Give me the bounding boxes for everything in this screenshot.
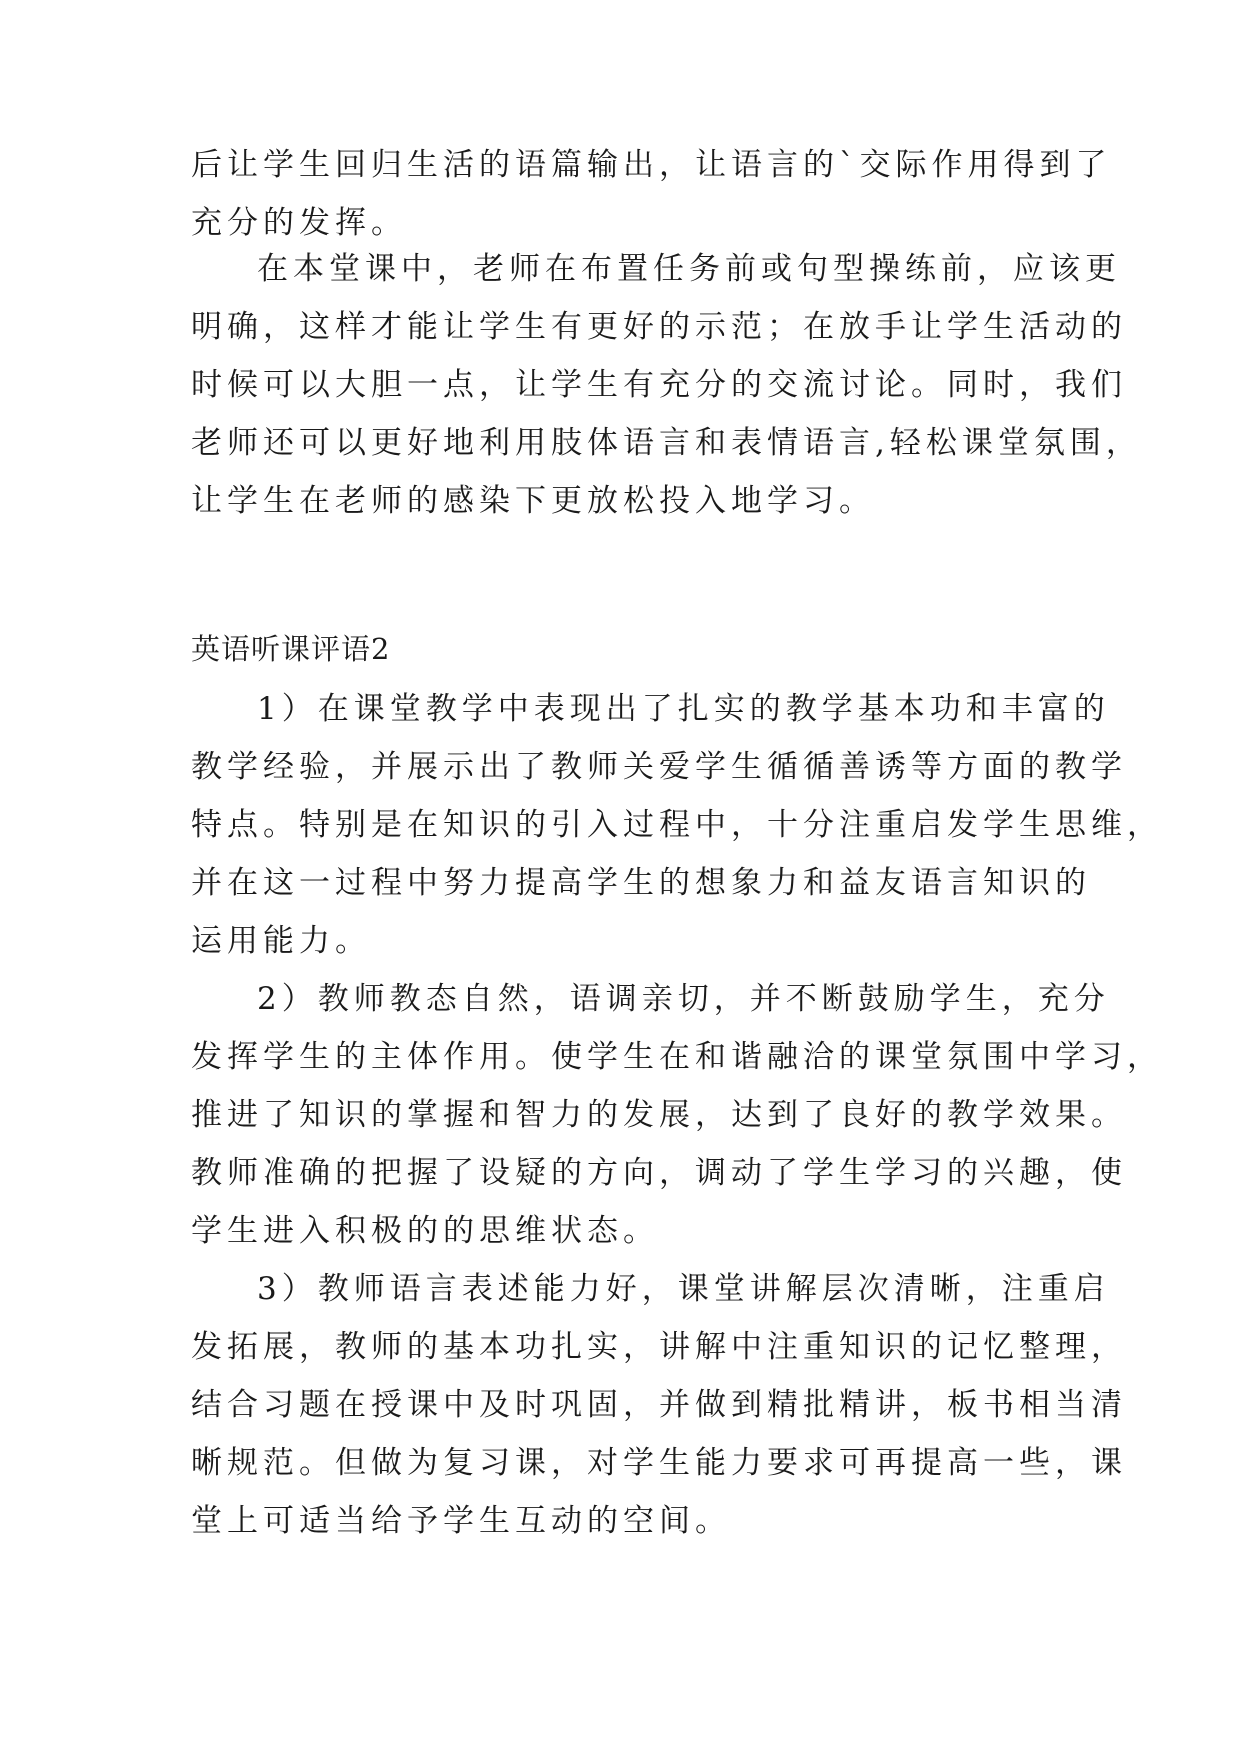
text-line: 堂上可适当给予学生互动的空间。 xyxy=(191,1503,731,1539)
text-line: 推进了知识的掌握和智力的发展，达到了良好的教学效果。 xyxy=(191,1097,1127,1133)
text-line: 明确，这样才能让学生有更好的示范；在放手让学生活动的 xyxy=(191,309,1127,345)
paragraph-continuation xyxy=(191,136,1112,252)
text-line: 运用能力。 xyxy=(191,923,371,959)
text-line: 教师准确的把握了设疑的方向，调动了学生学习的兴趣，使 xyxy=(191,1155,1127,1191)
text-line: 教学经验，并展示出了教师关爱学生循循善诱等方面的教学 xyxy=(191,749,1127,785)
text-line: 结合习题在授课中及时巩固，并做到精批精讲，板书相当清 xyxy=(191,1387,1127,1423)
text-line: 特点。特别是在知识的引入过程中，十分注重启发学生思维， xyxy=(191,807,1163,843)
review-item-1 xyxy=(191,680,1163,970)
text-line: 充分的发挥。 xyxy=(191,205,407,241)
text-line: 1）在课堂教学中表现出了扎实的教学基本功和丰富的 xyxy=(257,691,1110,727)
section-heading: 英语听课评语2 xyxy=(191,632,391,666)
text-line: 2）教师教态自然，语调亲切，并不断鼓励学生，充分 xyxy=(257,981,1110,1017)
text-line: 并在这一过程中努力提高学生的想象力和益友语言知识的 xyxy=(191,865,1091,901)
text-line: 时候可以大胆一点，让学生有充分的交流讨论。同时，我们 xyxy=(191,367,1127,403)
text-line: 晰规范。但做为复习课，对学生能力要求可再提高一些，课 xyxy=(191,1445,1127,1481)
text-line: 让学生在老师的感染下更放松投入地学习。 xyxy=(191,483,875,519)
text-line: 3）教师语言表述能力好，课堂讲解层次清晰，注重启 xyxy=(257,1271,1110,1307)
text-line: 老师还可以更好地利用肢体语言和表情语言,轻松课堂氛围， xyxy=(191,425,1142,461)
text-line: 学生进入积极的的思维状态。 xyxy=(191,1213,659,1249)
text-line: 在本堂课中，老师在布置任务前或句型操练前，应该更 xyxy=(257,251,1121,287)
text-line: 发挥学生的主体作用。使学生在和谐融洽的课堂氛围中学习， xyxy=(191,1039,1163,1075)
review-item-3 xyxy=(191,1260,1127,1550)
review-item-2 xyxy=(191,970,1163,1260)
paragraph-suggestions xyxy=(191,240,1142,530)
section-heading-block xyxy=(191,620,1051,678)
text-line: 发拓展，教师的基本功扎实，讲解中注重知识的记忆整理， xyxy=(191,1329,1127,1365)
text-line: 后让学生回归生活的语篇输出，让语言的`交际作用得到了 xyxy=(191,147,1112,183)
